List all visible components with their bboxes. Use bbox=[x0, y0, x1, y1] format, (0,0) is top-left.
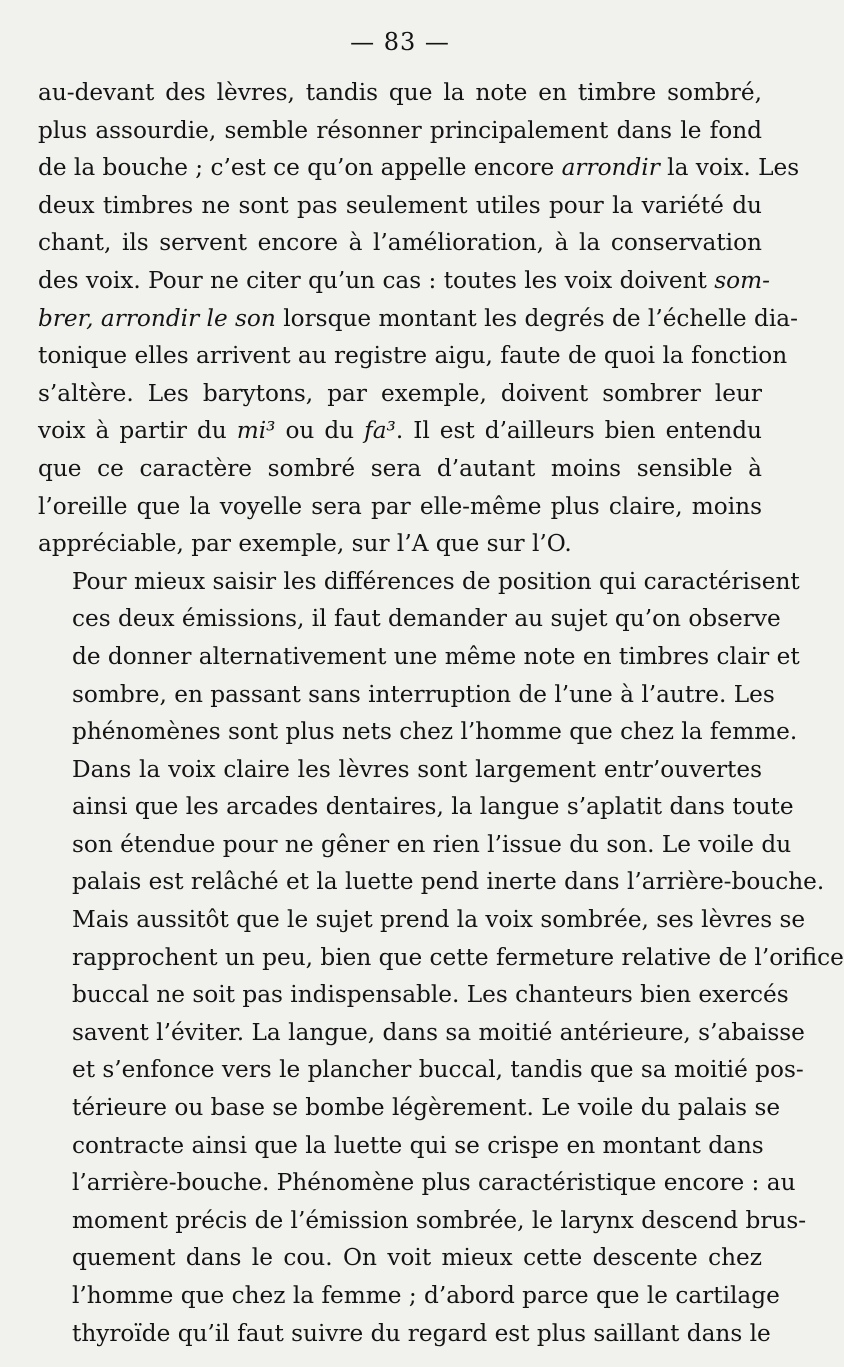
text-segment: lorsque montant les degrés de l’échelle dia- bbox=[275, 304, 798, 332]
text-line bbox=[38, 1277, 780, 1315]
text-segment: que ce caractère sombré sera d’autant moins sensible à bbox=[38, 454, 762, 482]
text-segment: la voix. Les bbox=[659, 154, 800, 182]
text-segment: plus assourdie, semble résonner principalement dans le fond bbox=[38, 116, 762, 144]
text-line bbox=[38, 1164, 796, 1202]
italic-text: mi³ bbox=[236, 417, 276, 445]
text-segment: au-devant des lèvres, tandis que la note en timbre sombré, bbox=[38, 79, 762, 106]
text-segment: palais est relâché et la luette pend inerte dans l’arrière-bouche. bbox=[72, 868, 825, 896]
text-line bbox=[38, 713, 798, 751]
text-line bbox=[38, 751, 762, 789]
text-line bbox=[38, 1202, 807, 1240]
text-line bbox=[38, 600, 781, 638]
text-segment: chant, ils servent encore à l’amélioration, à la conservation bbox=[38, 229, 762, 257]
text-segment: ainsi que les arcades dentaires, la langue s’aplatit dans toute bbox=[72, 793, 794, 821]
text-segment: térieure ou base se bombe légèrement. Le voile du palais se bbox=[72, 1094, 781, 1122]
text-segment: Dans la voix claire les lèvres sont largement entr’ouvertes bbox=[72, 755, 762, 783]
text-segment: . Il est d’ailleurs bien entendu bbox=[395, 417, 762, 445]
text-line bbox=[38, 450, 762, 488]
italic-text: arrondir bbox=[561, 154, 660, 182]
text-segment: Mais aussitôt que le sujet prend la voix sombrée, ses lèvres se bbox=[72, 906, 806, 934]
paragraph bbox=[38, 563, 800, 751]
text-segment: phénomènes sont plus nets chez l’homme que chez la femme. bbox=[72, 718, 798, 746]
text-segment: ou du bbox=[275, 417, 365, 445]
text-line bbox=[38, 300, 798, 338]
text-segment: s’altère. Les barytons, par exemple, doivent sombrer leur bbox=[38, 379, 762, 407]
text-segment: ces deux émissions, il faut demander au sujet qu’on observe bbox=[72, 605, 781, 633]
text-line bbox=[38, 1089, 781, 1127]
text-segment: appréciable, par exemple, sur l’A que sur l’O. bbox=[38, 530, 572, 558]
text-line bbox=[38, 901, 806, 939]
text-line bbox=[38, 187, 762, 225]
text-line bbox=[38, 1014, 805, 1052]
text-line bbox=[38, 224, 762, 262]
text-segment: son étendue pour ne gêner en rien l’issue du son. Le voile du bbox=[72, 830, 792, 858]
text-line bbox=[38, 1239, 762, 1277]
text-segment: buccal ne soit pas indispensable. Les chanteurs bien exercés bbox=[72, 981, 789, 1009]
text-segment: deux timbres ne sont pas seulement utiles pour la variété du bbox=[38, 191, 762, 219]
text-line bbox=[38, 525, 762, 563]
text-segment: sombre, en passant sans interruption de l’une à l’autre. Les bbox=[72, 680, 775, 708]
text-segment: des voix. Pour ne citer qu’un cas : toutes les voix doivent bbox=[38, 266, 715, 294]
text-line bbox=[38, 337, 788, 375]
text-segment: tonique elles arrivent au registre aigu, faute de quoi la fonction bbox=[38, 342, 788, 370]
text-line bbox=[38, 74, 762, 112]
text-line bbox=[38, 1315, 771, 1353]
text-segment: de la bouche ; c’est ce qu’on appelle encore bbox=[38, 154, 562, 182]
text-line bbox=[38, 412, 762, 450]
text-segment: contracte ainsi que la luette qui se crispe en montant dans bbox=[72, 1131, 764, 1159]
text-segment: l’homme que chez la femme ; d’abord parce que le cartilage bbox=[72, 1282, 780, 1309]
text-segment: thyroïde qu’il faut suivre du regard est plus saillant dans le bbox=[72, 1319, 771, 1347]
text-segment: quement dans le cou. On voit mieux cette descente chez bbox=[72, 1244, 762, 1272]
text-line bbox=[38, 1051, 804, 1089]
paragraph bbox=[38, 751, 844, 1353]
italic-text: som- bbox=[714, 266, 770, 294]
text-segment: voix à partir du bbox=[38, 417, 237, 445]
italic-text: fa³ bbox=[364, 417, 396, 445]
text-line bbox=[38, 1127, 762, 1165]
text-segment: Pour mieux saisir les différences de position qui caractérisent bbox=[72, 567, 800, 595]
text-line bbox=[38, 488, 762, 526]
text-line bbox=[38, 149, 800, 187]
text-segment: et s’enfonce vers le plancher buccal, tandis que sa moitié pos- bbox=[72, 1056, 804, 1084]
text-line bbox=[38, 788, 794, 826]
text-line bbox=[38, 563, 800, 601]
italic-text: brer, arrondir le son bbox=[38, 304, 276, 332]
text-segment: rapprochent un peu, bien que cette fermeture relative de l’orifice bbox=[72, 943, 844, 971]
text-line bbox=[38, 976, 789, 1014]
text-line bbox=[38, 112, 762, 150]
page-number: — 83 — bbox=[350, 28, 450, 56]
paragraph bbox=[38, 74, 800, 563]
text-line bbox=[38, 676, 775, 714]
text-line bbox=[38, 863, 825, 901]
text-line bbox=[38, 375, 762, 413]
text-segment: savent l’éviter. La langue, dans sa moitié antérieure, s’abaisse bbox=[72, 1018, 805, 1046]
text-line bbox=[38, 939, 844, 977]
text-line bbox=[38, 826, 792, 864]
text-line bbox=[38, 638, 800, 676]
text-segment: l’arrière-bouche. Phénomène plus caractéristique encore : au bbox=[72, 1169, 796, 1197]
text-segment: de donner alternativement une même note en timbres clair et bbox=[72, 642, 800, 670]
text-segment: moment précis de l’émission sombrée, le larynx descend brus- bbox=[72, 1206, 807, 1234]
text-body bbox=[38, 74, 844, 1352]
text-line bbox=[38, 262, 770, 300]
text-segment: l’oreille que la voyelle sera par elle-même plus claire, moins bbox=[38, 492, 762, 520]
